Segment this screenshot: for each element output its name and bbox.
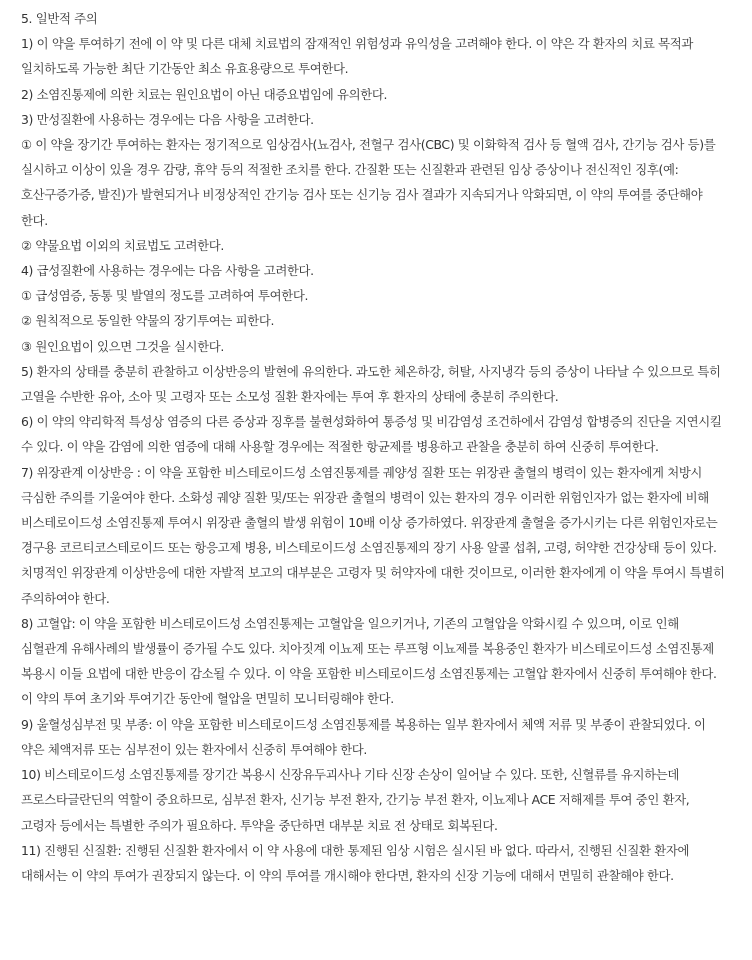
paragraph-6: 6) 이 약의 약리학적 특성상 염증의 다른 증상과 징후를 불현성화하여 통증성 및 비감염성 조건하에서 감염성 합병증의 진단을 지연시킬 수 있다. 이 약을 감염에 의한 염증에 대해 사용할 경우에는 적절한 항균제를 병용하고 관찰을 충분히 하여 신중히 투여한다. [21,414,722,455]
paragraph-11: 11) 진행된 신질환: 진행된 신질환 환자에서 이 약 사용에 대한 통제된 임상 시험은 실시된 바 없다. 따라서, 진행된 신질환 환자에 대해서는 이 약의 투여가 권장되지 않는다. 이 약의 투여를 개시해야 한다면, 환자의 신장 기능에 대해서 면밀히 관찰해야 한다. [21,842,690,883]
paragraph-3-item-1: ① 이 약을 장기간 투여하는 환자는 정기적으로 임상검사(뇨검사, 전혈구 검사(CBC) 및 이화학적 검사 등 혈액 검사, 간기능 검사 등)를 실시하고 이상이 있을 경우 감량, 휴약 등의 적절한 조치를 한다. 간질환 또는 신질환과 관련된 임상 증상이나 전신적인 징후(예: 호산구증가증, 발진)가 발현되거나 비정상적인 간기능 검사 또는 신기능 검사 결과가 지속되거나 악화되면, 이 약의 투여를 중단해야 한다. [21,137,716,228]
paragraph-4-item-3: ③ 원인요법이 있으면 그것을 실시한다. [21,338,224,354]
paragraph-4-item-2: ② 원칙적으로 동일한 약물의 장기투여는 피한다. [21,313,275,329]
paragraph-9: 9) 울혈성심부전 및 부종: 이 약을 포함한 비스테로이드성 소염진통제를 복용하는 일부 환자에서 체액 저류 및 부종이 관찰되었다. 이 약은 체액저류 또는 심부전이 있는 환자에서 신중히 투여해야 한다. [21,716,706,757]
paragraph-5: 5) 환자의 상태를 충분히 관찰하고 이상반응의 발현에 유의한다. 과도한 체온하강, 허탈, 사지냉각 등의 증상이 나타날 수 있으므로 특히 고열을 수반한 유아, 소아 및 고령자 또는 소모성 질환 환자에는 투여 후 환자의 상태에 충분히 주의한다. [21,363,721,405]
paragraph-7: 7) 위장관계 이상반응 : 이 약을 포함한 비스테로이드성 소염진통제를 궤양성 질환 또는 위장관 출혈의 병력이 있는 환자에게 처방시 극심한 주의를 기울여야 한다. 소화성 궤양 질환 및/또는 위장관 출혈의 병력이 있는 환자의 경우 이러한 위험인자가 없는 환자에 비해 비스테로이드성 소염진통제 투여시 위장관 출혈의 발생 위험이 10배 이상 증가하였다. 위장관계 출혈을 증가시키는 다른 위험인자로는 경구용 코르티코스테로이드 또는 항응고제 병용, 비스테로이드성 소염진통제의 장기 사용 알콜 섭취, 고령, 허약한 건강상태 등이 있다. 치명적인 위장관계 이상반응에 대한 자발적 보고의 대부분은 고령자 및 허약자에 대한 것이므로, 이러한 환자에게 이 약을 투여시 특별히 주의하여야 한다. [21,464,725,606]
paragraph-3: 3) 만성질환에 사용하는 경우에는 다음 사항을 고려한다. [21,111,314,127]
paragraph-10: 10) 비스테로이드성 소염진통제를 장기간 복용시 신장유두괴사나 기타 신장 손상이 일어날 수 있다. 또한, 신혈류를 유지하는데 프로스타글란딘의 역할이 중요하므로, 심부전 환자, 신기능 부전 환자, 간기능 부전 환자, 이뇨제나 ACE 저해제를 투여 중인 환자, 고령자 등에서는 특별한 주의가 필요하다. 투약을 중단하면 대부분 치료 전 상태로 회복된다. [21,767,690,833]
paragraph-3-item-2: ② 약물요법 이외의 치료법도 고려한다. [21,237,224,253]
paragraph-2: 2) 소염진통제에 의한 치료는 원인요법이 아닌 대증요법임에 유의한다. [21,86,388,102]
paragraph-4-item-1: ① 급성염증, 동통 및 발열의 정도를 고려하여 투여한다. [21,288,309,304]
section-title: 5. 일반적 주의 [21,11,98,26]
paragraph-8: 8) 고혈압: 이 약을 포함한 비스테로이드성 소염진통제는 고혈압을 일으키거나, 기존의 고혈압을 악화시킬 수 있으며, 이로 인해 심혈관계 유해사례의 발생률이 증가될 수도 있다. 치아짓계 이뇨제 또는 루프형 이뇨제를 복용중인 환자가 비스테로이드성 소염진통제 복용시 이들 요법에 대한 반응이 감소될 수 있다. 이 약을 포함한 비스테로이드성 소염진통제는 고혈압 환자에서 신중히 투여해야 한다. 이 약의 투여 초기와 투여기간 동안에 혈압을 면밀히 모니터링해야 한다. [21,615,717,707]
paragraph-1: 1) 이 약을 투여하기 전에 이 약 및 다른 대체 치료법의 잠재적인 위험성과 유익성을 고려해야 한다. 이 약은 각 환자의 치료 목적과 일치하도록 가능한 최단 기간동안 최소 유효용량으로 투여한다. [21,36,693,77]
paragraph-4: 4) 급성질환에 사용하는 경우에는 다음 사항을 고려한다. [21,263,314,279]
